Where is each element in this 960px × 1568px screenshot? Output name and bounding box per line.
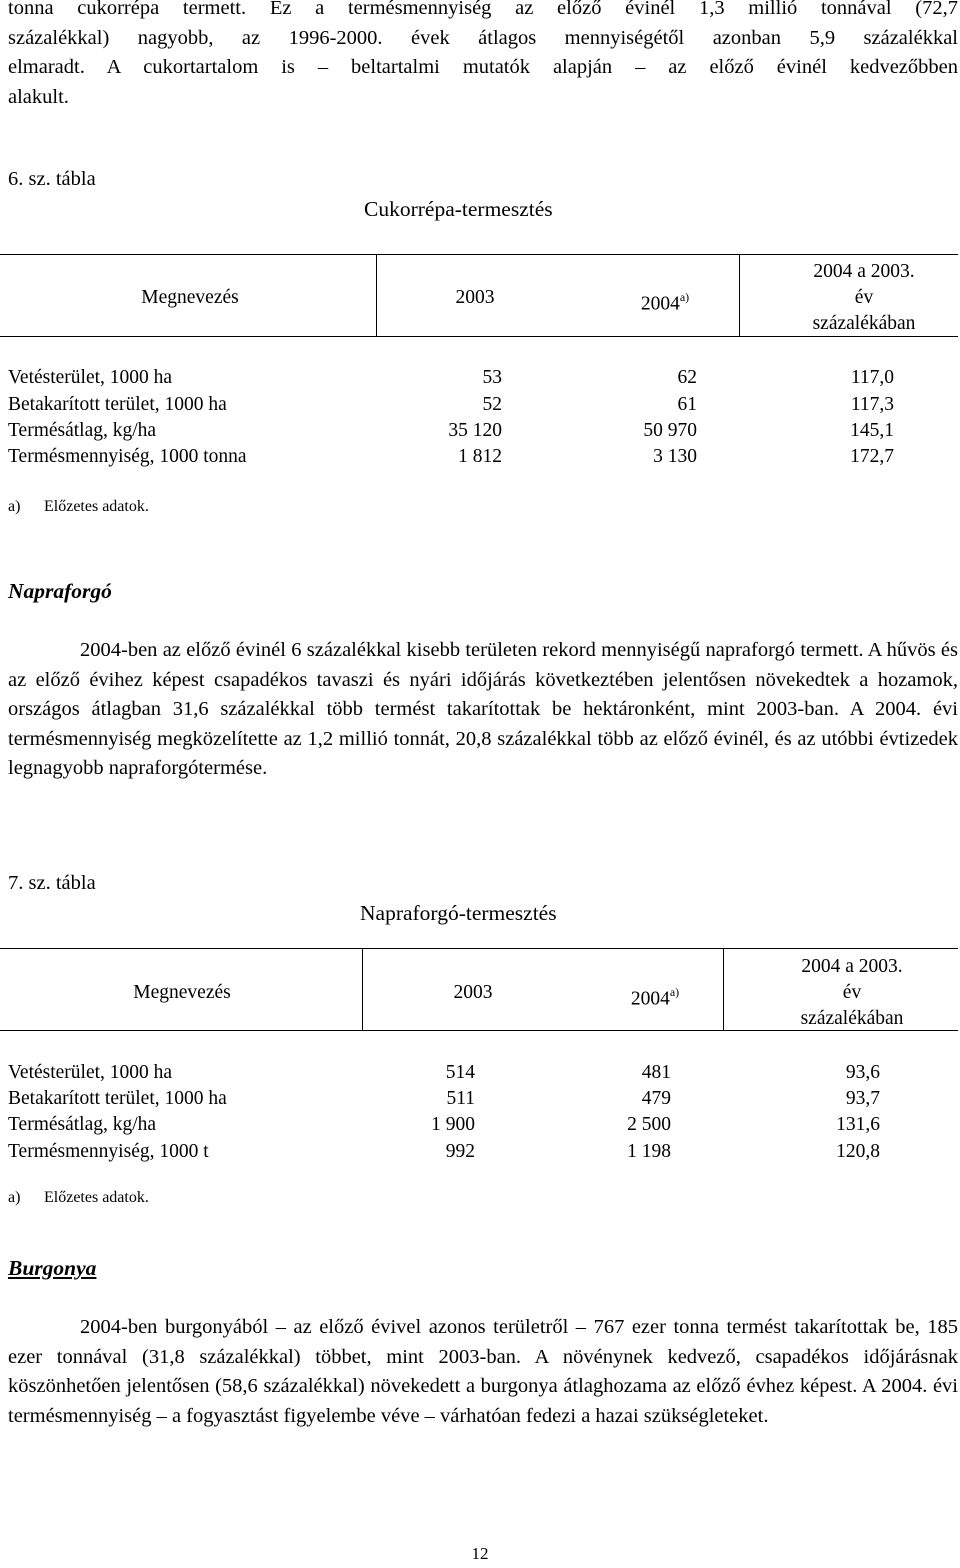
table6-row-pct: 117,3 [850, 394, 894, 415]
table7-row-2003: 1 900 [431, 1114, 475, 1135]
table6-header-pct-line3: százalékában [812, 313, 916, 334]
table7-row-2003: 514 [445, 1062, 475, 1083]
table7-title: Napraforgó-termesztés [360, 901, 557, 925]
burgonya-paragraph: 2004-ben burgonyából – az előző évivel azonos területről – 767 ezer tonna termést takarítottak be, 185 ezer tonnával (31,8 százalékkal) többet, mint 2003-ban. A növénynek kedvező, csapadékos időjárásnak köszönhetően jelentősen (58,6 százalékkal) növekedett a burgonya átlaghozama az előző évhez képest. A 2004. évi termésmennyiség – a fogyasztást figyelembe véve – várhatóan fedezi a hazai szükségleteket. [8, 1316, 958, 1427]
table7-row-name: Termésátlag, kg/ha [8, 1114, 157, 1135]
table6-header-2003: 2003 [455, 287, 495, 308]
table6-header-pct-line2: év [854, 287, 874, 308]
table7-header-2004-sup: a) [669, 985, 680, 999]
table6-col-divider [376, 254, 377, 336]
table6-footnote-label: a) [8, 498, 21, 515]
table6-caption: 6. sz. tábla [8, 168, 96, 190]
table7-col-divider [362, 948, 363, 1030]
table7-header-pct-line3: százalékában [800, 1008, 904, 1029]
table7-row-name: Termésmennyiség, 1000 t [8, 1141, 209, 1162]
intro-line-2: százalékkal) nagyobb, az 1996-2000. évek átlagos mennyiségétől azonban 5,9 százalékkal [8, 26, 958, 49]
table6-header-2004-text: 2004 [640, 293, 680, 315]
table6-col-divider [739, 254, 740, 336]
table7-col-divider [723, 948, 724, 1030]
table7-header-2004 [600, 980, 710, 1013]
table6-footnote-text: Előzetes adatok. [44, 498, 149, 515]
table6-footnote [8, 498, 149, 516]
table7-row-2003: 992 [445, 1141, 475, 1162]
table7-footnote [8, 1189, 149, 1207]
table7-header-pct-line1: 2004 a 2003. [801, 956, 903, 977]
table7-row-name: Vetésterület, 1000 ha [8, 1062, 173, 1083]
table7-row-2004: 1 198 [627, 1141, 671, 1162]
section-heading-napraforgo: Napraforgó [8, 579, 112, 603]
table6-row-2004: 62 [677, 367, 697, 388]
table6-row-pct: 117,0 [850, 367, 894, 388]
table7-caption: 7. sz. tábla [8, 872, 96, 894]
table7-header-pct-line2: év [842, 982, 862, 1003]
table7-row-pct: 120,8 [836, 1141, 880, 1162]
table7-header-name: Megnevezés [133, 982, 231, 1003]
table6-row-2003: 35 120 [448, 420, 502, 441]
table6-row-2003: 1 812 [458, 446, 502, 467]
table6-row-name: Betakarított terület, 1000 ha [8, 394, 227, 415]
table6-header-name: Megnevezés [141, 287, 239, 308]
table7-top-rule [0, 948, 958, 949]
table6-title: Cukorrépa-termesztés [364, 197, 553, 221]
table7-row-2004: 2 500 [627, 1114, 671, 1135]
table6-top-rule [0, 254, 958, 255]
table7-header-2004-text: 2004 [630, 988, 670, 1010]
table6-header-2004 [610, 285, 720, 318]
table7-row-pct: 131,6 [836, 1114, 880, 1135]
intro-line-4: alakult. [8, 85, 69, 108]
table6-row-pct: 145,1 [850, 420, 894, 441]
table6-row-pct: 172,7 [850, 446, 894, 467]
table7-row-name: Betakarított terület, 1000 ha [8, 1088, 227, 1109]
table7-row-2003: 511 [446, 1088, 475, 1109]
table7-header-pct [752, 954, 952, 1032]
intro-line-1: tonna cukorrépa termett. Ez a termésmennyiség az előző évinél 1,3 millió tonnával (72,7 [8, 0, 958, 19]
table7-row-2004: 479 [641, 1088, 671, 1109]
table6-row-name: Termésátlag, kg/ha [8, 420, 157, 441]
section-heading-burgonya: Burgonya [8, 1256, 97, 1280]
table6-header-2004-sup: a) [679, 290, 690, 304]
page-number: 12 [471, 1544, 489, 1563]
table6-header-pct-line1: 2004 a 2003. [813, 261, 915, 282]
table6-row-2003: 53 [482, 367, 502, 388]
table6-row-2004: 50 970 [643, 420, 697, 441]
table7-footnote-label: a) [8, 1189, 21, 1206]
table7-row-pct: 93,7 [845, 1088, 880, 1109]
table6-row-name: Vetésterület, 1000 ha [8, 367, 173, 388]
intro-line-3: elmaradt. A cukortartalom is – beltartalmi mutatók alapján – az előző évinél kedvezőbben [8, 56, 958, 79]
table7-row-pct: 93,6 [845, 1062, 880, 1083]
intro-paragraph [8, 0, 958, 112]
napraforgo-paragraph: 2004-ben az előző évinél 6 százalékkal kisebb területen rekord mennyiségű napraforgó termett. A hűvös és az előző évihez képest csapadékos tavaszi és nyári időjárás következtében jelentősen növekedtek a hozamok, országos átlagban 31,6 százalékkal több termést takarítottak be hektáronként, mint 2003-ban. A 2004. évi termésmennyiség megközelítette az 1,2 millió tonnát, 20,8 százalékkal több az előző évinél, és az utóbbi évtizedek legnagyobb napraforgótermése. [8, 639, 958, 780]
table7-header-2003: 2003 [453, 982, 493, 1003]
table6-row-2004: 3 130 [653, 446, 697, 467]
table6-row-2003: 52 [482, 394, 502, 415]
table6-header-pct [764, 259, 960, 337]
table7-row-2004: 481 [641, 1062, 671, 1083]
table7-footnote-text: Előzetes adatok. [44, 1189, 149, 1206]
table6-row-2004: 61 [677, 394, 697, 415]
table6-row-name: Termésmennyiség, 1000 tonna [8, 446, 247, 467]
